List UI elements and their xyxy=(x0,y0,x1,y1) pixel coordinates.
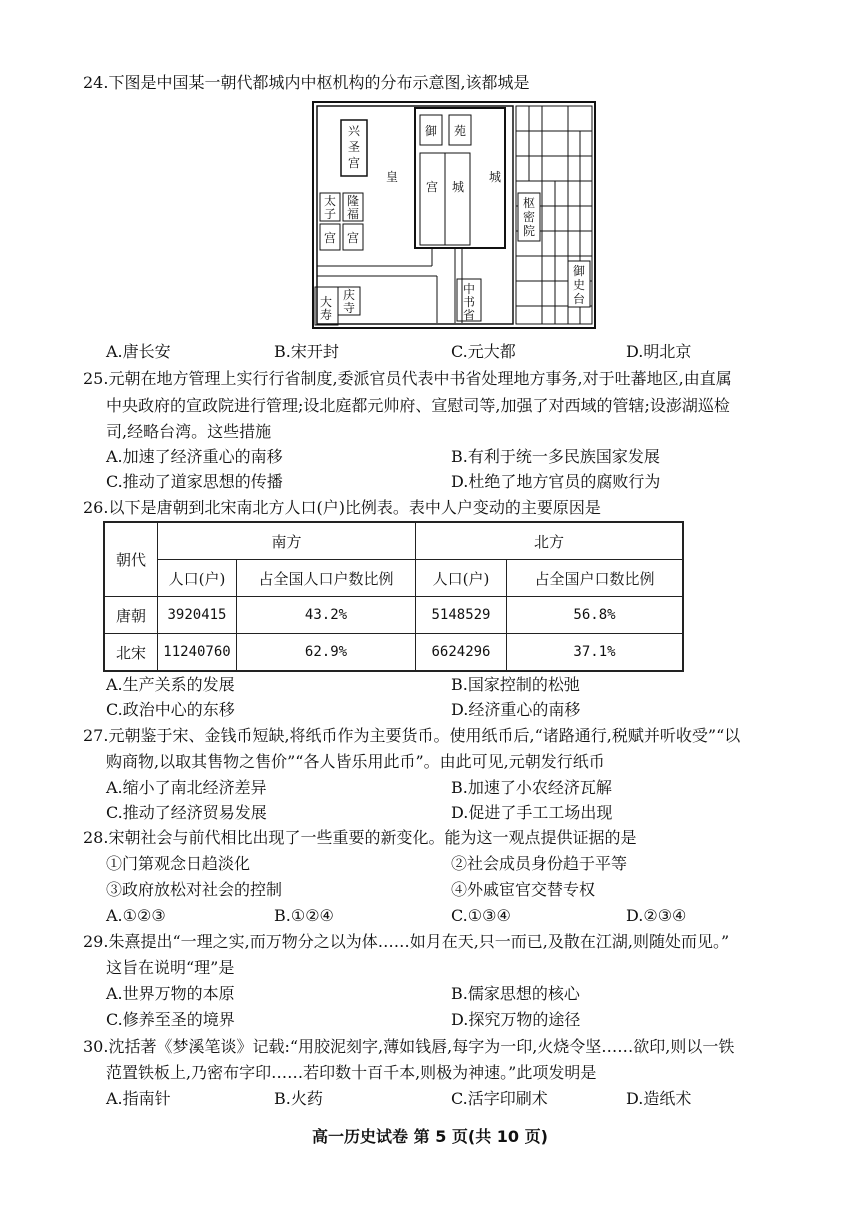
q26-option-b[interactable]: B.国家控制的松弛 xyxy=(451,675,580,694)
cell-s-ratio: 62.9% xyxy=(237,634,416,672)
map-label-cheng2: 城 xyxy=(488,170,502,184)
map-label-da: 大 xyxy=(319,295,333,309)
q28-item-4: ④外戚宦官交替专权 xyxy=(451,880,596,899)
cell-dynasty: 北宋 xyxy=(104,634,158,672)
map-label-sheng: 圣 xyxy=(347,140,361,154)
cell-n-ratio: 37.1% xyxy=(507,634,684,672)
q29-option-c[interactable]: C.修养至圣的境界 xyxy=(106,1010,235,1029)
map-label-zhong: 中 xyxy=(462,282,476,296)
question-25-line-3: 司,经略台湾。这些措施 xyxy=(106,422,272,441)
question-24-stem: 24.下图是中国某一朝代都城内中枢机构的分布示意图,该都城是 xyxy=(83,73,530,92)
cell-n-pop: 5148529 xyxy=(416,597,507,634)
q25-option-a[interactable]: A.加速了经济重心的南移 xyxy=(106,447,283,466)
q28-item-3: ③政府放松对社会的控制 xyxy=(106,880,283,899)
table-row xyxy=(104,597,683,634)
map-label-zi: 子 xyxy=(323,207,337,221)
q26-option-d[interactable]: D.经济重心的南移 xyxy=(451,700,581,719)
cell-n-pop: 6624296 xyxy=(416,634,507,672)
q30-option-b[interactable]: B.火药 xyxy=(274,1089,323,1108)
map-label-gong-b: 宫 xyxy=(346,231,360,245)
q26-option-c[interactable]: C.政治中心的东移 xyxy=(106,700,235,719)
map-label-gong: 宫 xyxy=(347,156,361,170)
q25-option-b[interactable]: B.有利于统一多民族国家发展 xyxy=(451,447,660,466)
th-south-ratio: 占全国人口户数比例 xyxy=(237,560,416,597)
th-dynasty: 朝代 xyxy=(104,522,158,597)
question-25-line-2: 中央政府的宣政院进行管理;设北庭都元帅府、宣慰司等,加强了对西域的管辖;设澎湖巡检 xyxy=(106,396,730,415)
table-row xyxy=(104,634,683,672)
cell-dynasty: 唐朝 xyxy=(104,597,158,634)
q30-option-a[interactable]: A.指南针 xyxy=(106,1089,171,1108)
population-table xyxy=(103,521,684,672)
map-label-mi: 密 xyxy=(522,210,536,224)
capital-city-map xyxy=(312,101,596,329)
map-label-yu: 御 xyxy=(424,124,438,138)
q27-option-a[interactable]: A.缩小了南北经济差异 xyxy=(106,778,267,797)
cell-s-pop: 11240760 xyxy=(158,634,237,672)
q28-item-2: ②社会成员身份趋于平等 xyxy=(451,854,628,873)
q28-option-a[interactable]: A.①②③ xyxy=(106,906,166,925)
question-27-line-1: 27.元朝鉴于宋、金钱币短缺,将纸币作为主要货币。使用纸币后,“诸路通行,税赋并听收受”“以 xyxy=(83,726,741,745)
q28-item-1: ①门第观念日趋淡化 xyxy=(106,854,251,873)
map-label-sheng2: 省 xyxy=(462,308,476,322)
map-label-yuan: 苑 xyxy=(453,124,467,138)
question-30-line-1: 30.沈括著《梦溪笔谈》记载:“用胶泥刻字,薄如钱唇,每字为一印,火烧令坚……欲印,则以一铁 xyxy=(83,1037,735,1056)
question-29-line-2: 这旨在说明“理”是 xyxy=(106,958,235,977)
q28-option-b[interactable]: B.①②④ xyxy=(274,906,334,925)
map-label-tai2: 台 xyxy=(572,292,586,306)
q27-option-d[interactable]: D.促进了手工工场出现 xyxy=(451,803,613,822)
th-north-ratio: 占全国户口数比例 xyxy=(507,560,684,597)
map-label-shi: 史 xyxy=(572,278,586,292)
q24-option-b[interactable]: B.宋开封 xyxy=(274,342,339,361)
q25-option-c[interactable]: C.推动了道家思想的传播 xyxy=(106,472,283,491)
map-label-xing: 兴 xyxy=(347,124,361,138)
cell-s-pop: 3920415 xyxy=(158,597,237,634)
q30-option-c[interactable]: C.活字印刷术 xyxy=(451,1089,548,1108)
map-label-palace: 宫 xyxy=(425,180,439,194)
map-label-shu2: 书 xyxy=(462,295,476,309)
page-footer: 高一历史试卷 第 5 页(共 10 页) xyxy=(312,1127,548,1146)
q29-option-d[interactable]: D.探究万物的途径 xyxy=(451,1010,581,1029)
map-label-long: 隆 xyxy=(346,194,360,208)
map-label-gong-a: 宫 xyxy=(323,231,337,245)
cell-s-ratio: 43.2% xyxy=(237,597,416,634)
question-30-line-2: 范置铁板上,乃密布字印……若印数十百千本,则极为神速。”此项发明是 xyxy=(106,1063,597,1082)
q30-option-d[interactable]: D.造纸术 xyxy=(626,1089,692,1108)
q27-option-b[interactable]: B.加速了小农经济瓦解 xyxy=(451,778,612,797)
question-25-line-1: 25.元朝在地方管理上实行行省制度,委派官员代表中书省处理地方事务,对于吐蕃地区,由直属 xyxy=(83,369,732,388)
th-north-pop: 人口(户) xyxy=(416,560,507,597)
q27-option-c[interactable]: C.推动了经济贸易发展 xyxy=(106,803,267,822)
q29-option-b[interactable]: B.儒家思想的核心 xyxy=(451,984,580,1003)
q26-option-a[interactable]: A.生产关系的发展 xyxy=(106,675,235,694)
th-north: 北方 xyxy=(416,522,684,560)
map-label-fu: 福 xyxy=(346,207,360,221)
map-label-tai: 太 xyxy=(323,194,337,208)
th-south: 南方 xyxy=(158,522,416,560)
th-south-pop: 人口(户) xyxy=(158,560,237,597)
question-27-line-2: 购商物,以取其售物之售价”“各人皆乐用此币”。由此可见,元朝发行纸币 xyxy=(106,752,605,771)
q24-option-c[interactable]: C.元大都 xyxy=(451,342,516,361)
cell-n-ratio: 56.8% xyxy=(507,597,684,634)
map-label-yu2: 御 xyxy=(572,264,586,278)
map-label-yuan2: 院 xyxy=(522,224,536,238)
map-label-qing: 庆 xyxy=(342,288,356,302)
q29-option-a[interactable]: A.世界万物的本原 xyxy=(106,984,235,1003)
q24-option-d[interactable]: D.明北京 xyxy=(626,342,692,361)
map-label-shu: 枢 xyxy=(522,196,536,210)
q24-option-a[interactable]: A.唐长安 xyxy=(106,342,171,361)
map-label-shou: 寿 xyxy=(319,308,333,322)
question-29-line-1: 29.朱熹提出“一理之实,而万物分之以为体……如月在天,只一而已,及散在江湖,则随处而见。” xyxy=(83,932,730,951)
question-28-stem: 28.宋朝社会与前代相比出现了一些重要的新变化。能为这一观点提供证据的是 xyxy=(83,828,637,847)
map-label-si: 寺 xyxy=(342,301,356,315)
map-label-huang: 皇 xyxy=(385,170,399,184)
q28-option-d[interactable]: D.②③④ xyxy=(626,906,687,925)
map-label-cheng1: 城 xyxy=(451,180,465,194)
q28-option-c[interactable]: C.①③④ xyxy=(451,906,511,925)
q25-option-d[interactable]: D.杜绝了地方官员的腐败行为 xyxy=(451,472,661,491)
question-26-stem: 26.以下是唐朝到北宋南北方人口(户)比例表。表中人户变动的主要原因是 xyxy=(83,498,601,517)
